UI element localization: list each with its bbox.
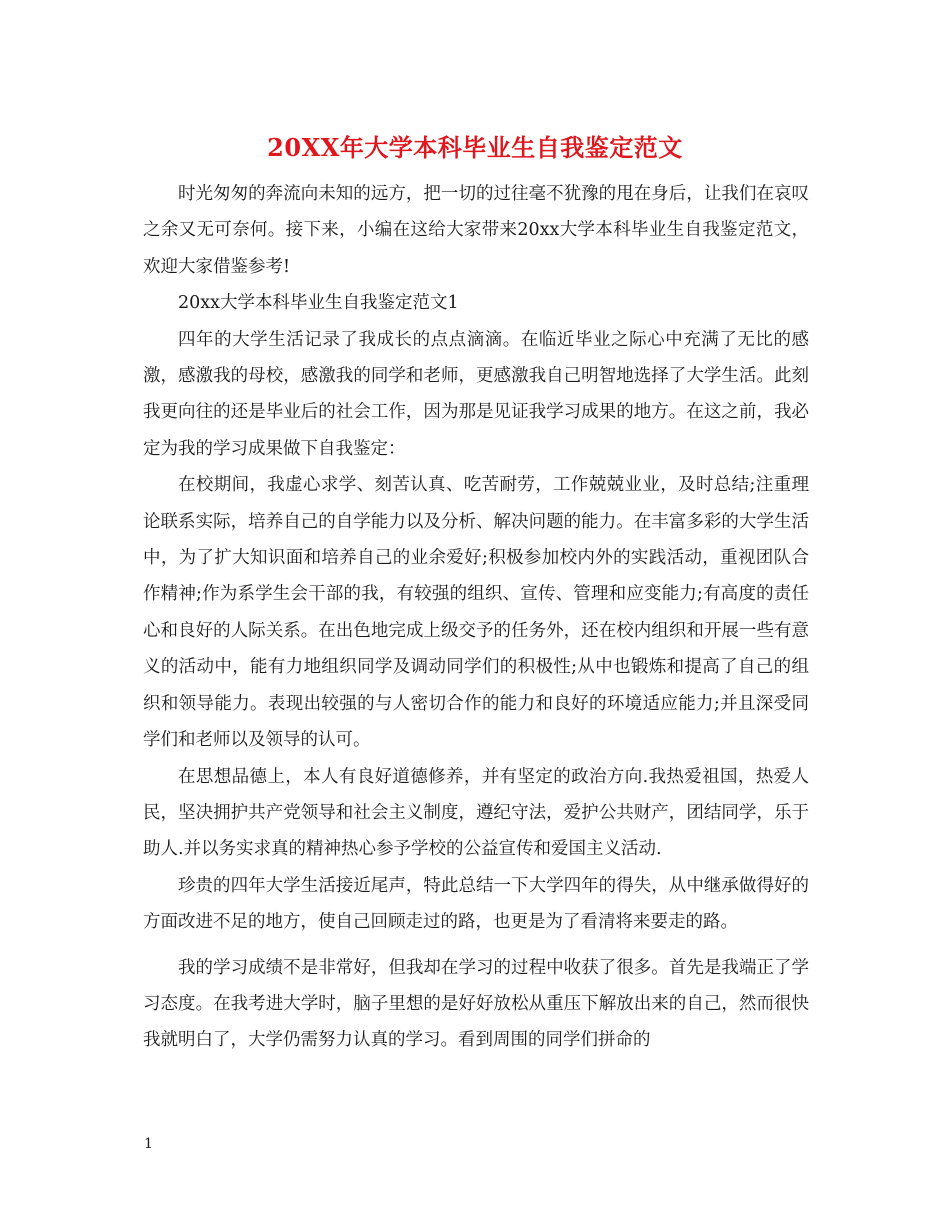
body-paragraph: 珍贵的四年大学生活接近尾声，特此总结一下大学四年的得失，从中继承做得好的方面改进不足的地方，使自己回顾走过的路，也更是为了看清将来要走的路。	[143, 875, 809, 933]
document-title: 20XX年大学本科毕业生自我鉴定范文	[267, 133, 683, 162]
body-paragraph: 四年的大学生活记录了我成长的点点滴滴。在临近毕业之际心中充满了无比的感激，感激我的母校，感激我的同学和老师，更感激我自己明智地选择了大学生活。此刻我更向往的还是毕业后的社会工作，因为那是见证我学习成果的地方。在这之前，我必定为我的学习成果做下自我鉴定：	[143, 329, 809, 459]
body-paragraph: 在校期间，我虚心求学、刻苦认真、吃苦耐劳，工作兢兢业业，及时总结;注重理论联系实际，培养自己的自学能力以及分析、解决问题的能力。在丰富多彩的大学生活中，为了扩大知识面和培养自己的业余爱好;积极参加校内外的实践活动，重视团队合作精神;作为系学生会干部的我，有较强的组织、宣传、管理和应变能力;有高度的责任心和良好的人际关系。在出色地完成上级交予的任务外，还在校内组织和开展一些有意义的活动中，能有力地组织同学及调动同学们的积极性;从中也锻炼和提高了自己的组织和领导能力。表现出较强的与人密切合作的能力和良好的环境适应能力;并且深受同学们和老师以及领导的认可。	[143, 475, 809, 751]
body-paragraph: 我的学习成绩不是非常好，但我却在学习的过程中收获了很多。首先是我端正了学习态度。在我考进大学时，脑子里想的是好好放松从重压下解放出来的自己，然而很快我就明白了，大学仍需努力认真的学习。看到周围的同学们拼命的	[143, 957, 809, 1051]
body-paragraph: 在思想品德上，本人有良好道德修养，并有坚定的政治方向.我热爱祖国，热爱人民，坚决拥护共产党领导和社会主义制度，遵纪守法，爱护公共财产，团结同学，乐于助人.并以务实求真的精神热心参予学校的公益宣传和爱国主义活动.	[143, 766, 809, 860]
document-body	[143, 176, 809, 1059]
section-heading: 20xx大学本科毕业生自我鉴定范文1	[178, 293, 459, 314]
intro-paragraph: 时光匆匆的奔流向未知的远方，把一切的过往毫不犹豫的甩在身后，让我们在哀叹之余又无可奈何。接下来，小编在这给大家带来20xx大学本科毕业生自我鉴定范文，欢迎大家借鉴参考!	[143, 184, 809, 277]
page-number: 1	[144, 1136, 153, 1152]
